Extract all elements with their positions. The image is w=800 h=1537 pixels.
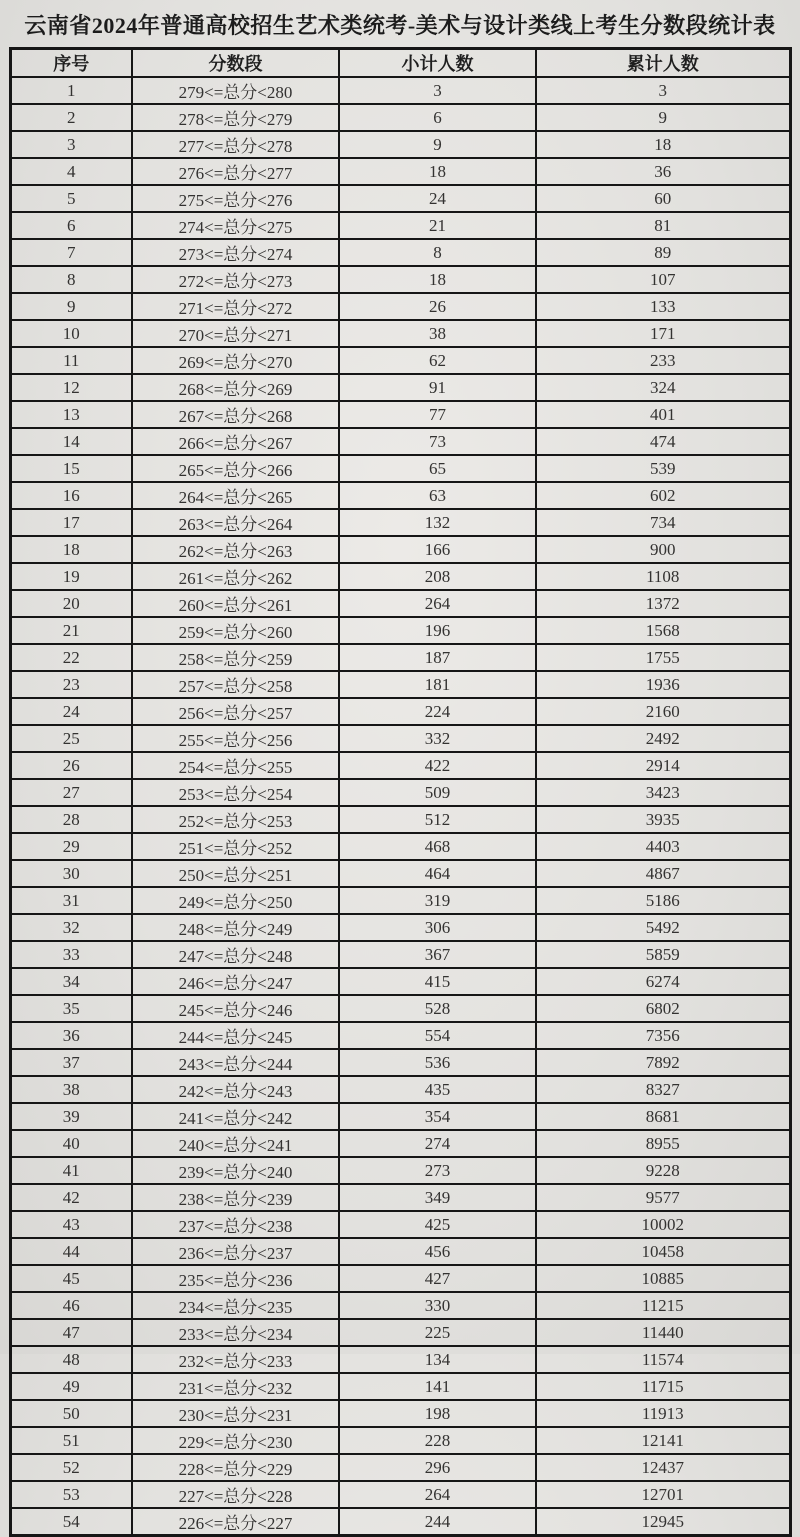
score-range-cell: 278<=总分<279 <box>132 104 339 131</box>
score-range-cell: 268<=总分<269 <box>132 374 339 401</box>
cumulative-count-cell: 1108 <box>536 563 790 590</box>
score-range-cell: 265<=总分<266 <box>132 455 339 482</box>
cumulative-count-cell: 8681 <box>536 1103 790 1130</box>
subtotal-count-cell: 18 <box>339 266 536 293</box>
score-range-cell: 244<=总分<245 <box>132 1022 339 1049</box>
cumulative-count-cell: 10458 <box>536 1238 790 1265</box>
cumulative-count-cell: 734 <box>536 509 790 536</box>
cumulative-count-cell: 11913 <box>536 1400 790 1427</box>
score-range-cell: 249<=总分<250 <box>132 887 339 914</box>
subtotal-count-cell: 225 <box>339 1319 536 1346</box>
cumulative-count-cell: 11215 <box>536 1292 790 1319</box>
subtotal-count-cell: 274 <box>339 1130 536 1157</box>
score-range-cell: 229<=总分<230 <box>132 1427 339 1454</box>
subtotal-count-cell: 244 <box>339 1508 536 1536</box>
row-number-cell: 30 <box>10 860 132 887</box>
table-row <box>10 752 790 779</box>
cumulative-count-cell: 6274 <box>536 968 790 995</box>
score-range-cell: 263<=总分<264 <box>132 509 339 536</box>
cumulative-count-cell: 602 <box>536 482 790 509</box>
table-row <box>10 671 790 698</box>
score-range-cell: 247<=总分<248 <box>132 941 339 968</box>
row-number-cell: 44 <box>10 1238 132 1265</box>
row-number-cell: 43 <box>10 1211 132 1238</box>
cumulative-count-cell: 1568 <box>536 617 790 644</box>
table-row <box>10 1184 790 1211</box>
cumulative-count-cell: 60 <box>536 185 790 212</box>
subtotal-count-cell: 187 <box>339 644 536 671</box>
row-number-cell: 6 <box>10 212 132 239</box>
row-number-cell: 17 <box>10 509 132 536</box>
cumulative-count-cell: 5492 <box>536 914 790 941</box>
cumulative-count-cell: 1372 <box>536 590 790 617</box>
score-range-cell: 245<=总分<246 <box>132 995 339 1022</box>
subtotal-count-cell: 528 <box>339 995 536 1022</box>
subtotal-count-cell: 427 <box>339 1265 536 1292</box>
score-range-cell: 253<=总分<254 <box>132 779 339 806</box>
cumulative-count-cell: 18 <box>536 131 790 158</box>
row-number-cell: 53 <box>10 1481 132 1508</box>
cumulative-count-cell: 7892 <box>536 1049 790 1076</box>
table-row <box>10 833 790 860</box>
table-row <box>10 1427 790 1454</box>
cumulative-count-cell: 133 <box>536 293 790 320</box>
row-number-cell: 47 <box>10 1319 132 1346</box>
table-row <box>10 806 790 833</box>
row-number-cell: 36 <box>10 1022 132 1049</box>
header-cell-subtotal: 小计人数 <box>339 49 536 78</box>
score-range-cell: 255<=总分<256 <box>132 725 339 752</box>
cumulative-count-cell: 2492 <box>536 725 790 752</box>
subtotal-count-cell: 425 <box>339 1211 536 1238</box>
table-row <box>10 617 790 644</box>
score-range-cell: 262<=总分<263 <box>132 536 339 563</box>
subtotal-count-cell: 422 <box>339 752 536 779</box>
table-row <box>10 563 790 590</box>
table-row <box>10 860 790 887</box>
row-number-cell: 52 <box>10 1454 132 1481</box>
row-number-cell: 31 <box>10 887 132 914</box>
table-row <box>10 293 790 320</box>
cumulative-count-cell: 36 <box>536 158 790 185</box>
cumulative-count-cell: 171 <box>536 320 790 347</box>
cumulative-count-cell: 233 <box>536 347 790 374</box>
row-number-cell: 9 <box>10 293 132 320</box>
row-number-cell: 8 <box>10 266 132 293</box>
cumulative-count-cell: 9577 <box>536 1184 790 1211</box>
table-row <box>10 185 790 212</box>
cumulative-count-cell: 6802 <box>536 995 790 1022</box>
row-number-cell: 46 <box>10 1292 132 1319</box>
cumulative-count-cell: 11574 <box>536 1346 790 1373</box>
score-range-cell: 252<=总分<253 <box>132 806 339 833</box>
score-range-cell: 240<=总分<241 <box>132 1130 339 1157</box>
table-row <box>10 482 790 509</box>
subtotal-count-cell: 554 <box>339 1022 536 1049</box>
subtotal-count-cell: 141 <box>339 1373 536 1400</box>
cumulative-count-cell: 9228 <box>536 1157 790 1184</box>
score-range-cell: 271<=总分<272 <box>132 293 339 320</box>
table-row <box>10 158 790 185</box>
row-number-cell: 50 <box>10 1400 132 1427</box>
row-number-cell: 22 <box>10 644 132 671</box>
cumulative-count-cell: 539 <box>536 455 790 482</box>
cumulative-count-cell: 12945 <box>536 1508 790 1536</box>
score-range-cell: 226<=总分<227 <box>132 1508 339 1536</box>
table-row <box>10 1103 790 1130</box>
row-number-cell: 20 <box>10 590 132 617</box>
score-range-cell: 239<=总分<240 <box>132 1157 339 1184</box>
cumulative-count-cell: 8955 <box>536 1130 790 1157</box>
row-number-cell: 19 <box>10 563 132 590</box>
cumulative-count-cell: 401 <box>536 401 790 428</box>
subtotal-count-cell: 296 <box>339 1454 536 1481</box>
cumulative-count-cell: 12437 <box>536 1454 790 1481</box>
table-row <box>10 1157 790 1184</box>
table-row <box>10 509 790 536</box>
cumulative-count-cell: 11440 <box>536 1319 790 1346</box>
row-number-cell: 26 <box>10 752 132 779</box>
score-range-cell: 230<=总分<231 <box>132 1400 339 1427</box>
subtotal-count-cell: 132 <box>339 509 536 536</box>
subtotal-count-cell: 456 <box>339 1238 536 1265</box>
score-range-cell: 259<=总分<260 <box>132 617 339 644</box>
row-number-cell: 49 <box>10 1373 132 1400</box>
row-number-cell: 21 <box>10 617 132 644</box>
table-body <box>10 77 790 1536</box>
table-row <box>10 968 790 995</box>
score-range-cell: 231<=总分<232 <box>132 1373 339 1400</box>
row-number-cell: 27 <box>10 779 132 806</box>
subtotal-count-cell: 3 <box>339 77 536 104</box>
subtotal-count-cell: 273 <box>339 1157 536 1184</box>
cumulative-count-cell: 10002 <box>536 1211 790 1238</box>
table-row <box>10 1346 790 1373</box>
subtotal-count-cell: 21 <box>339 212 536 239</box>
subtotal-count-cell: 63 <box>339 482 536 509</box>
table-row <box>10 779 790 806</box>
score-range-cell: 248<=总分<249 <box>132 914 339 941</box>
row-number-cell: 23 <box>10 671 132 698</box>
cumulative-count-cell: 1755 <box>536 644 790 671</box>
cumulative-count-cell: 12701 <box>536 1481 790 1508</box>
row-number-cell: 24 <box>10 698 132 725</box>
row-number-cell: 12 <box>10 374 132 401</box>
score-range-cell: 243<=总分<244 <box>132 1049 339 1076</box>
row-number-cell: 4 <box>10 158 132 185</box>
subtotal-count-cell: 330 <box>339 1292 536 1319</box>
subtotal-count-cell: 264 <box>339 1481 536 1508</box>
row-number-cell: 14 <box>10 428 132 455</box>
cumulative-count-cell: 1936 <box>536 671 790 698</box>
table-row <box>10 1508 790 1536</box>
score-range-cell: 274<=总分<275 <box>132 212 339 239</box>
cumulative-count-cell: 900 <box>536 536 790 563</box>
score-range-cell: 235<=总分<236 <box>132 1265 339 1292</box>
table-row <box>10 374 790 401</box>
subtotal-count-cell: 24 <box>339 185 536 212</box>
cumulative-count-cell: 5186 <box>536 887 790 914</box>
table-row <box>10 887 790 914</box>
subtotal-count-cell: 77 <box>339 401 536 428</box>
score-range-cell: 260<=总分<261 <box>132 590 339 617</box>
subtotal-count-cell: 91 <box>339 374 536 401</box>
row-number-cell: 33 <box>10 941 132 968</box>
subtotal-count-cell: 306 <box>339 914 536 941</box>
row-number-cell: 15 <box>10 455 132 482</box>
table-row <box>10 590 790 617</box>
table-row <box>10 401 790 428</box>
subtotal-count-cell: 536 <box>339 1049 536 1076</box>
score-range-cell: 254<=总分<255 <box>132 752 339 779</box>
score-range-cell: 227<=总分<228 <box>132 1481 339 1508</box>
subtotal-count-cell: 18 <box>339 158 536 185</box>
subtotal-count-cell: 198 <box>339 1400 536 1427</box>
table-row <box>10 1400 790 1427</box>
cumulative-count-cell: 11715 <box>536 1373 790 1400</box>
cumulative-count-cell: 107 <box>536 266 790 293</box>
table-row <box>10 131 790 158</box>
table-row <box>10 320 790 347</box>
table-row <box>10 347 790 374</box>
table-row <box>10 698 790 725</box>
row-number-cell: 25 <box>10 725 132 752</box>
table-row <box>10 1076 790 1103</box>
table-row <box>10 1049 790 1076</box>
cumulative-count-cell: 324 <box>536 374 790 401</box>
header-cell-range: 分数段 <box>132 49 339 78</box>
cumulative-count-cell: 4867 <box>536 860 790 887</box>
row-number-cell: 10 <box>10 320 132 347</box>
subtotal-count-cell: 509 <box>339 779 536 806</box>
cumulative-count-cell: 7356 <box>536 1022 790 1049</box>
row-number-cell: 54 <box>10 1508 132 1536</box>
table-row <box>10 1238 790 1265</box>
score-range-cell: 258<=总分<259 <box>132 644 339 671</box>
subtotal-count-cell: 208 <box>339 563 536 590</box>
table-row <box>10 212 790 239</box>
subtotal-count-cell: 224 <box>339 698 536 725</box>
cumulative-count-cell: 474 <box>536 428 790 455</box>
row-number-cell: 38 <box>10 1076 132 1103</box>
row-number-cell: 37 <box>10 1049 132 1076</box>
subtotal-count-cell: 349 <box>339 1184 536 1211</box>
score-range-cell: 246<=总分<247 <box>132 968 339 995</box>
score-range-cell: 256<=总分<257 <box>132 698 339 725</box>
score-range-cell: 232<=总分<233 <box>132 1346 339 1373</box>
table-row <box>10 536 790 563</box>
row-number-cell: 7 <box>10 239 132 266</box>
subtotal-count-cell: 38 <box>339 320 536 347</box>
cumulative-count-cell: 3 <box>536 77 790 104</box>
subtotal-count-cell: 73 <box>339 428 536 455</box>
table-row <box>10 1211 790 1238</box>
score-range-cell: 238<=总分<239 <box>132 1184 339 1211</box>
score-range-cell: 266<=总分<267 <box>132 428 339 455</box>
row-number-cell: 3 <box>10 131 132 158</box>
score-range-cell: 233<=总分<234 <box>132 1319 339 1346</box>
row-number-cell: 2 <box>10 104 132 131</box>
row-number-cell: 34 <box>10 968 132 995</box>
header-cell-cumulative: 累计人数 <box>536 49 790 78</box>
subtotal-count-cell: 166 <box>339 536 536 563</box>
row-number-cell: 32 <box>10 914 132 941</box>
cumulative-count-cell: 8327 <box>536 1076 790 1103</box>
subtotal-count-cell: 512 <box>339 806 536 833</box>
cumulative-count-cell: 12141 <box>536 1427 790 1454</box>
table-row <box>10 266 790 293</box>
cumulative-count-cell: 89 <box>536 239 790 266</box>
subtotal-count-cell: 468 <box>339 833 536 860</box>
subtotal-count-cell: 134 <box>339 1346 536 1373</box>
table-row <box>10 1373 790 1400</box>
row-number-cell: 39 <box>10 1103 132 1130</box>
table-row <box>10 644 790 671</box>
table-row <box>10 428 790 455</box>
cumulative-count-cell: 2160 <box>536 698 790 725</box>
subtotal-count-cell: 26 <box>339 293 536 320</box>
score-range-cell: 272<=总分<273 <box>132 266 339 293</box>
subtotal-count-cell: 196 <box>339 617 536 644</box>
score-range-cell: 234<=总分<235 <box>132 1292 339 1319</box>
score-range-cell: 236<=总分<237 <box>132 1238 339 1265</box>
subtotal-count-cell: 435 <box>339 1076 536 1103</box>
score-range-cell: 257<=总分<258 <box>132 671 339 698</box>
table-row <box>10 1319 790 1346</box>
row-number-cell: 42 <box>10 1184 132 1211</box>
table-row <box>10 995 790 1022</box>
score-range-cell: 237<=总分<238 <box>132 1211 339 1238</box>
subtotal-count-cell: 6 <box>339 104 536 131</box>
score-range-cell: 270<=总分<271 <box>132 320 339 347</box>
subtotal-count-cell: 228 <box>339 1427 536 1454</box>
page-title: 云南省2024年普通高校招生艺术类统考-美术与设计类线上考生分数段统计表 <box>24 13 776 38</box>
subtotal-count-cell: 62 <box>339 347 536 374</box>
score-range-cell: 277<=总分<278 <box>132 131 339 158</box>
score-range-cell: 273<=总分<274 <box>132 239 339 266</box>
table-row <box>10 104 790 131</box>
table-row <box>10 1292 790 1319</box>
row-number-cell: 40 <box>10 1130 132 1157</box>
score-range-cell: 269<=总分<270 <box>132 347 339 374</box>
row-number-cell: 11 <box>10 347 132 374</box>
cumulative-count-cell: 2914 <box>536 752 790 779</box>
table-row <box>10 1130 790 1157</box>
table-row <box>10 1265 790 1292</box>
cumulative-count-cell: 10885 <box>536 1265 790 1292</box>
subtotal-count-cell: 367 <box>339 941 536 968</box>
table-row <box>10 455 790 482</box>
row-number-cell: 13 <box>10 401 132 428</box>
row-number-cell: 5 <box>10 185 132 212</box>
row-number-cell: 28 <box>10 806 132 833</box>
cumulative-count-cell: 4403 <box>536 833 790 860</box>
score-range-cell: 267<=总分<268 <box>132 401 339 428</box>
subtotal-count-cell: 65 <box>339 455 536 482</box>
header-row <box>10 49 790 78</box>
table-row <box>10 1454 790 1481</box>
table-row <box>10 77 790 104</box>
table-row <box>10 725 790 752</box>
table-row <box>10 239 790 266</box>
score-range-cell: 250<=总分<251 <box>132 860 339 887</box>
score-range-cell: 276<=总分<277 <box>132 158 339 185</box>
subtotal-count-cell: 464 <box>339 860 536 887</box>
table-row <box>10 1481 790 1508</box>
subtotal-count-cell: 415 <box>339 968 536 995</box>
row-number-cell: 18 <box>10 536 132 563</box>
score-table <box>9 47 792 1537</box>
score-range-cell: 275<=总分<276 <box>132 185 339 212</box>
subtotal-count-cell: 264 <box>339 590 536 617</box>
row-number-cell: 45 <box>10 1265 132 1292</box>
row-number-cell: 35 <box>10 995 132 1022</box>
subtotal-count-cell: 9 <box>339 131 536 158</box>
cumulative-count-cell: 9 <box>536 104 790 131</box>
score-range-cell: 242<=总分<243 <box>132 1076 339 1103</box>
row-number-cell: 29 <box>10 833 132 860</box>
score-range-cell: 251<=总分<252 <box>132 833 339 860</box>
score-range-cell: 264<=总分<265 <box>132 482 339 509</box>
subtotal-count-cell: 181 <box>339 671 536 698</box>
score-range-cell: 241<=总分<242 <box>132 1103 339 1130</box>
cumulative-count-cell: 5859 <box>536 941 790 968</box>
cumulative-count-cell: 81 <box>536 212 790 239</box>
subtotal-count-cell: 354 <box>339 1103 536 1130</box>
score-range-cell: 279<=总分<280 <box>132 77 339 104</box>
header-cell-no: 序号 <box>10 49 132 78</box>
table-row <box>10 914 790 941</box>
row-number-cell: 48 <box>10 1346 132 1373</box>
subtotal-count-cell: 8 <box>339 239 536 266</box>
subtotal-count-cell: 319 <box>339 887 536 914</box>
subtotal-count-cell: 332 <box>339 725 536 752</box>
row-number-cell: 41 <box>10 1157 132 1184</box>
row-number-cell: 16 <box>10 482 132 509</box>
row-number-cell: 51 <box>10 1427 132 1454</box>
table-row <box>10 941 790 968</box>
table-row <box>10 1022 790 1049</box>
cumulative-count-cell: 3935 <box>536 806 790 833</box>
score-range-cell: 261<=总分<262 <box>132 563 339 590</box>
row-number-cell: 1 <box>10 77 132 104</box>
cumulative-count-cell: 3423 <box>536 779 790 806</box>
score-range-cell: 228<=总分<229 <box>132 1454 339 1481</box>
